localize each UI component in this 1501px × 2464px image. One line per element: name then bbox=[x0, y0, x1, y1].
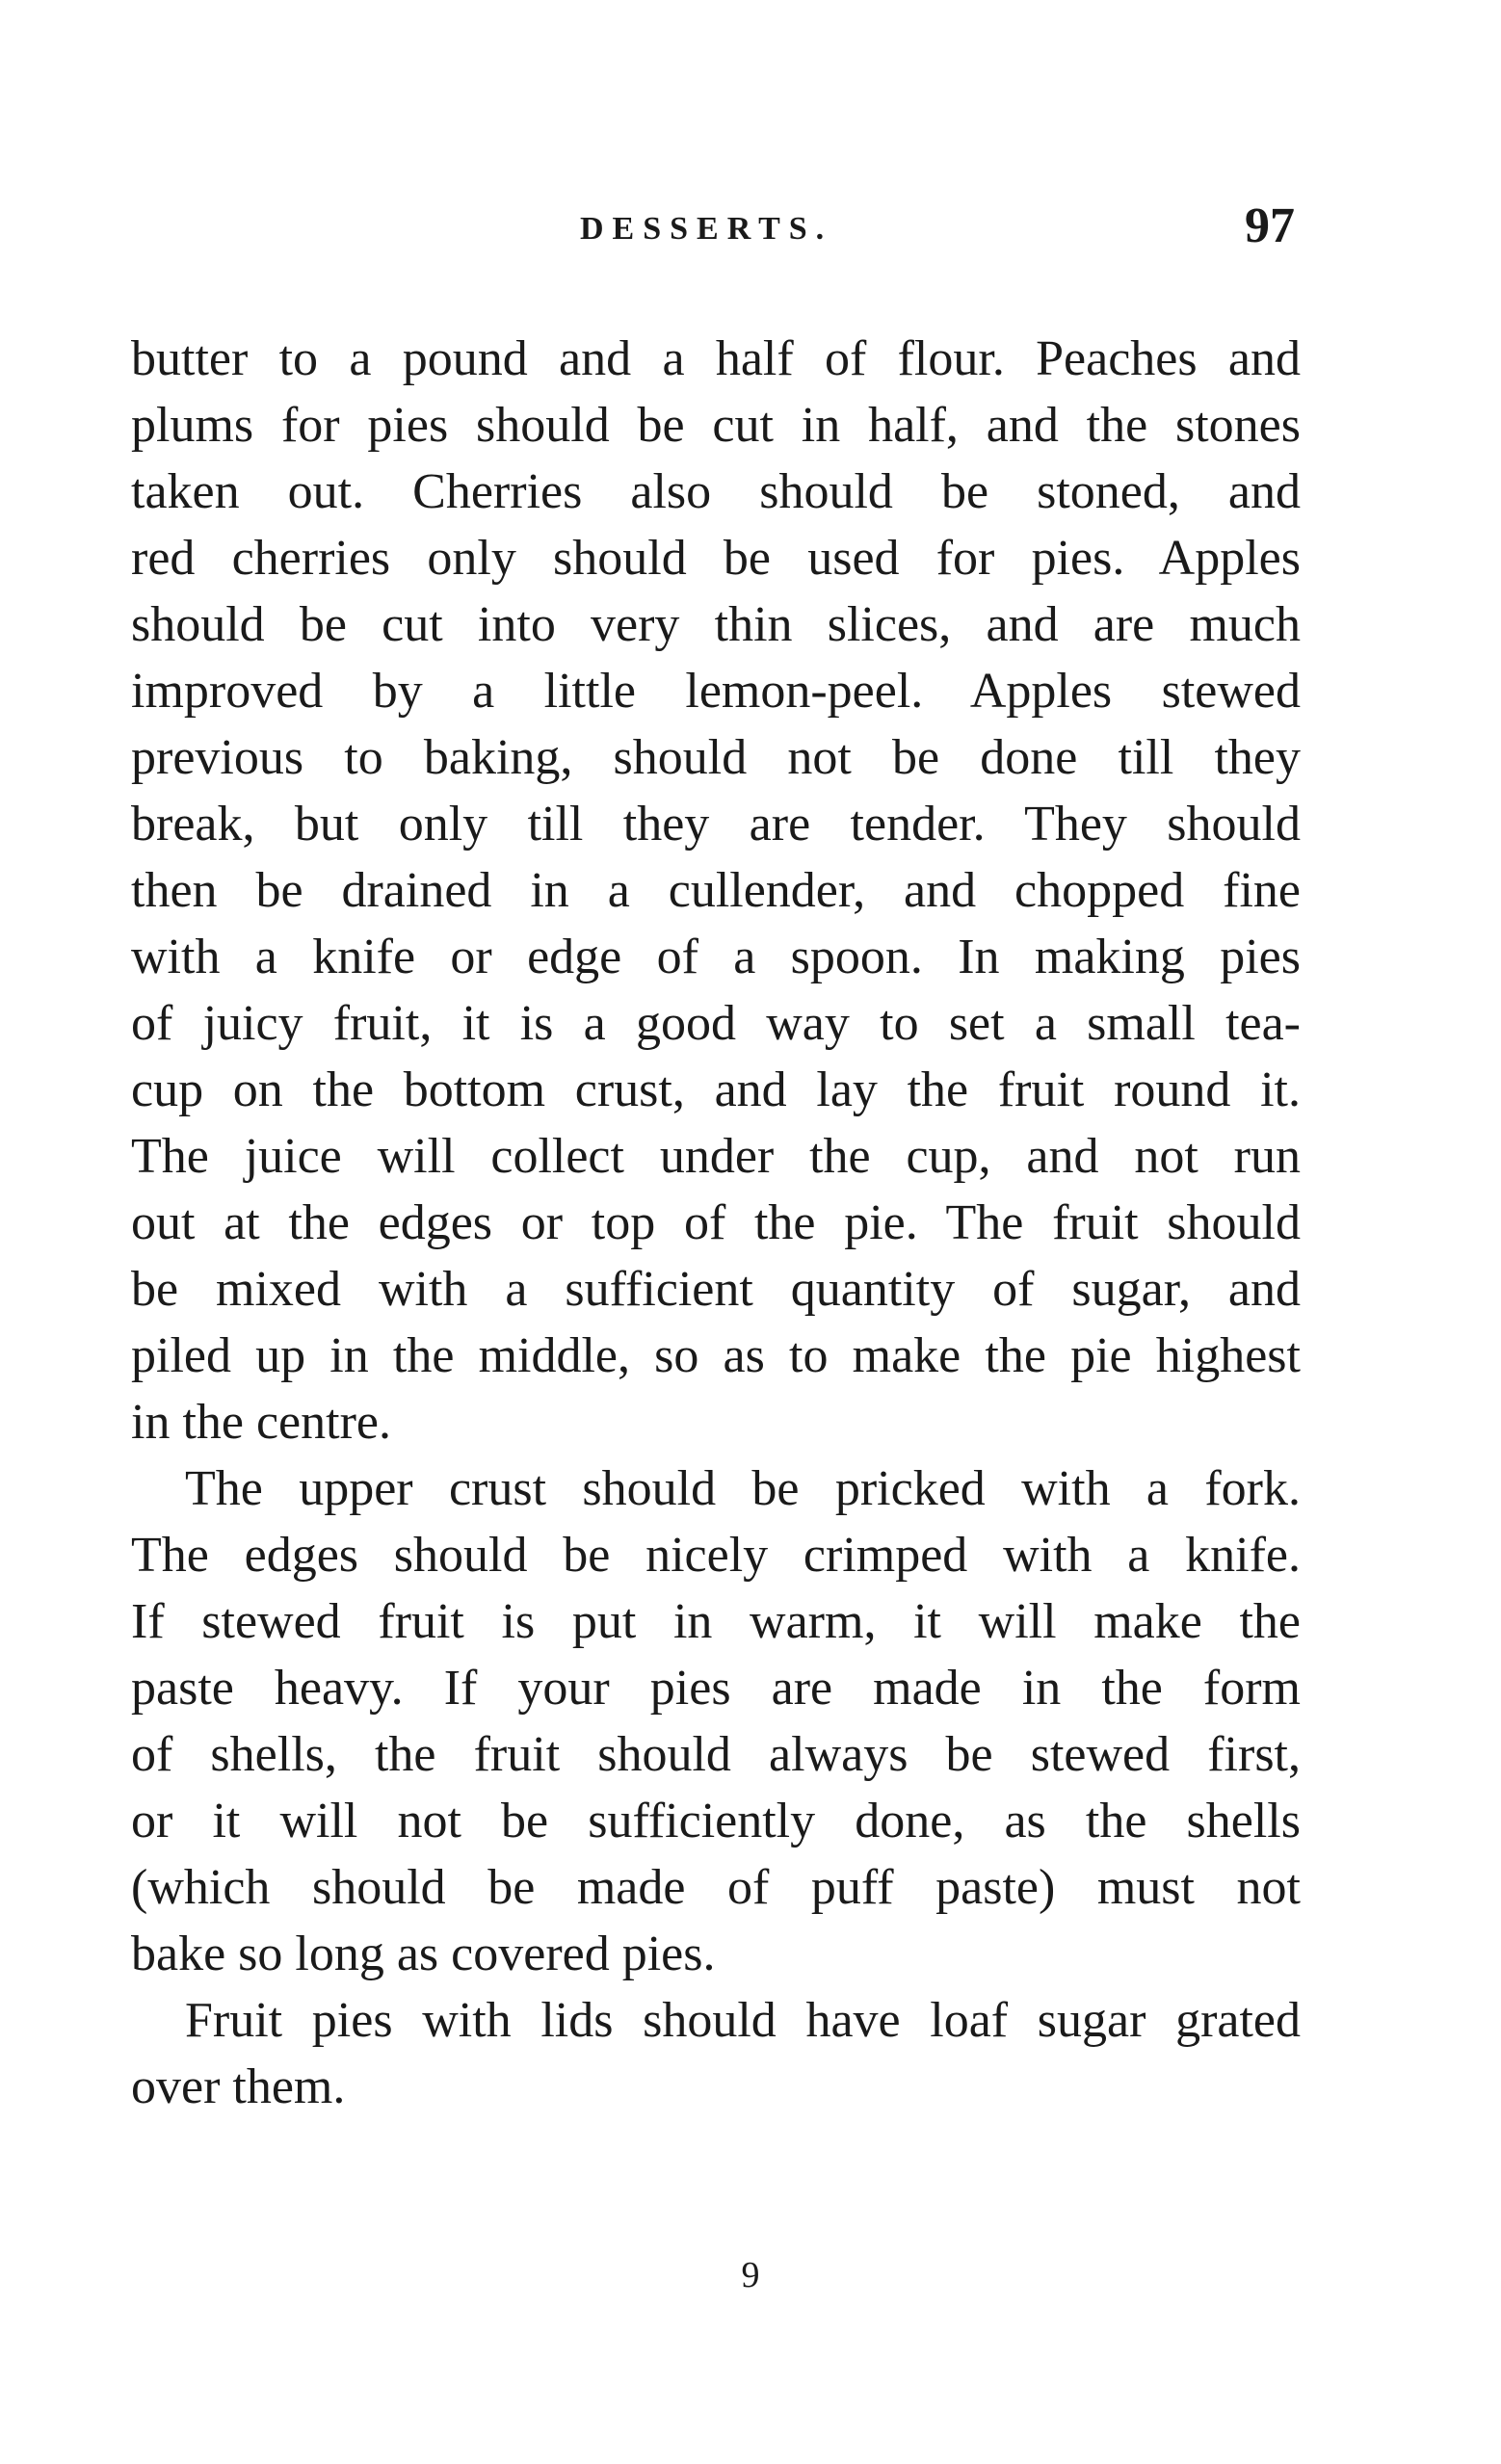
text-line: of shells, the fruit should always be stewed first, bbox=[131, 1727, 1301, 1782]
text-line: Fruit pies with lids should have loaf sugar grated bbox=[185, 1993, 1301, 2048]
signature-mark: 9 bbox=[741, 2255, 760, 2295]
text-line: of juicy fruit, it is a good way to set a small tea- bbox=[131, 996, 1301, 1051]
running-title: DESSERTS. bbox=[580, 211, 833, 247]
text-line: in the centre. bbox=[131, 1395, 391, 1450]
text-line: (which should be made of puff paste) must not bbox=[131, 1860, 1301, 1915]
text-line: butter to a pound and a half of flour. Peaches and bbox=[131, 331, 1301, 386]
text-line: or it will not be sufficiently done, as the shells bbox=[131, 1794, 1301, 1848]
text-line: bake so long as covered pies. bbox=[131, 1927, 716, 1981]
text-line: should be cut into very thin slices, and are much bbox=[131, 597, 1301, 652]
text-line: paste heavy. If your pies are made in the form bbox=[131, 1661, 1301, 1716]
text-line: piled up in the middle, so as to make the pie highest bbox=[131, 1328, 1301, 1383]
text-line: taken out. Cherries also should be stoned, and bbox=[131, 464, 1301, 519]
paragraph-2 bbox=[131, 1455, 1301, 1987]
text-line: cup on the bottom crust, and lay the fruit round it. bbox=[131, 1062, 1301, 1117]
text-line: with a knife or edge of a spoon. In making pies bbox=[131, 930, 1301, 984]
text-line: be mixed with a sufficient quantity of sugar, and bbox=[131, 1262, 1301, 1317]
text-line: break, but only till they are tender. They should bbox=[131, 797, 1301, 852]
text-line: previous to baking, should not be done till they bbox=[131, 730, 1301, 785]
text-line: out at the edges or top of the pie. The fruit should bbox=[131, 1195, 1301, 1250]
paragraph-3 bbox=[131, 1987, 1301, 2120]
text-line: improved by a little lemon-peel. Apples stewed bbox=[131, 664, 1301, 719]
text-line: then be drained in a cullender, and chopped fine bbox=[131, 863, 1301, 918]
page-number: 97 bbox=[1245, 198, 1295, 253]
text-line: The upper crust should be pricked with a fork. bbox=[185, 1461, 1301, 1516]
text-line: over them. bbox=[131, 2059, 346, 2114]
text-line: red cherries only should be used for pies. Apples bbox=[131, 531, 1301, 586]
body-text bbox=[131, 326, 1301, 2120]
text-line: The edges should be nicely crimped with a knife. bbox=[131, 1528, 1301, 1583]
text-line: If stewed fruit is put in warm, it will make the bbox=[131, 1594, 1301, 1649]
paragraph-1 bbox=[131, 326, 1301, 1455]
text-line: The juice will collect under the cup, and not run bbox=[131, 1129, 1301, 1184]
text-line: plums for pies should be cut in half, and the stones bbox=[131, 398, 1301, 453]
